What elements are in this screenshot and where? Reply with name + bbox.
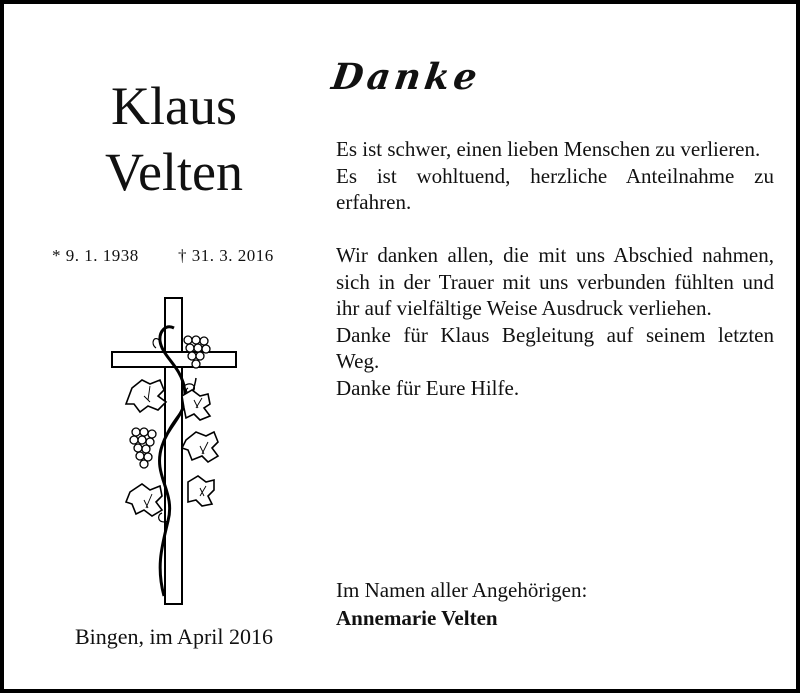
signature-block [336, 576, 587, 632]
death-date: † 31. 3. 2016 [178, 246, 274, 265]
signature-intro: Im Namen aller Angehörigen: [336, 578, 588, 602]
deceased-first-name: Klaus [111, 76, 237, 136]
birth-date: * 9. 1. 1938 [52, 246, 139, 265]
paragraph: Wir danken allen, die mit uns Abschied nahmen, sich in der Trauer mit uns verbunden fühlten und ihr auf vielfältige Weise Ausdruck verliehen. [336, 243, 774, 320]
thank-you-text [336, 136, 774, 401]
paragraph: Es ist schwer, einen lieben Menschen zu verlieren. [336, 137, 761, 161]
cross-with-grapevine-icon [104, 296, 244, 608]
paragraph: Danke für Klaus Begleitung auf seinem letzten Weg. [336, 322, 774, 373]
paragraph: Danke für Eure Hilfe. [336, 375, 520, 400]
signature-name: Annemarie Velten [336, 606, 498, 630]
deceased-last-name: Velten [105, 142, 243, 202]
paragraph: Es ist wohltuend, herzliche Anteilnahme zu erfahren. [336, 163, 774, 214]
heading-danke: Danke [329, 56, 484, 98]
place-date: Bingen, im April 2016 [75, 624, 273, 649]
